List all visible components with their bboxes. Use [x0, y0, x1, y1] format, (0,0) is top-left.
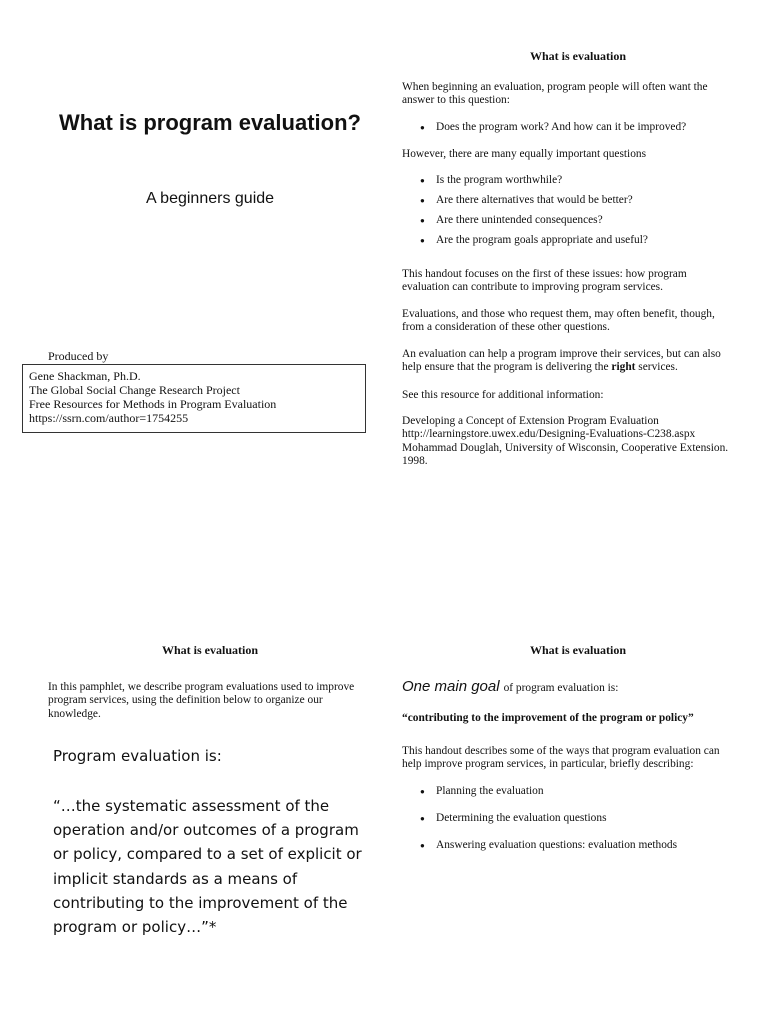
- list-item: ● Planning the evaluation: [420, 785, 750, 812]
- author-organization: The Global Social Change Research Project: [29, 383, 240, 397]
- page-subtitle: A beginners guide: [145, 190, 275, 207]
- goal-line: [402, 678, 762, 696]
- slide-main-goal: [384, 512, 768, 1024]
- slide-heading: What is evaluation: [529, 49, 626, 63]
- author-credit-box: [22, 364, 366, 433]
- intro-paragraph: When beginning an evaluation, program people will often want the answer to this question:: [402, 81, 708, 107]
- list-item: ● Answering evaluation questions: evaluation methods: [420, 839, 750, 866]
- however-paragraph: However, there are many equally important questions: [402, 148, 647, 160]
- list-item: ● Does the program work? And how can it be improved?: [420, 121, 750, 141]
- focus-paragraph: This handout focuses on the first of these issues: how program evaluation can contribute to improving program services.: [402, 268, 687, 294]
- goal-quote: “contributing to the improvement of the program or policy”: [402, 712, 694, 724]
- author-url: https://ssrn.com/author=1754255: [29, 411, 189, 425]
- list-item: ● Are the program goals appropriate and useful?: [420, 234, 750, 254]
- list-item: ● Are there alternatives that would be better?: [420, 194, 750, 214]
- goal-rest: of program evaluation is:: [503, 682, 619, 694]
- description-paragraph: This handout describes some of the ways that program evaluation can help improve program services, in particular, briefly describing:: [402, 745, 720, 771]
- see-resource-paragraph: See this resource for additional information:: [402, 389, 604, 401]
- definition-heading: Program evaluation is:: [53, 747, 222, 765]
- definition-quote: “…the systematic assessment of the operation and/or outcomes of a program or policy, compared to a set of explicit or implicit standards as a means of contributing to the improvement of the program or policy…”*: [53, 797, 362, 937]
- slide-what-is-evaluation-questions: [384, 0, 768, 512]
- goal-label: One main goal: [402, 678, 500, 695]
- slide-title: [0, 0, 384, 512]
- author-name: Gene Shackman, Ph.D.: [29, 369, 141, 383]
- evaluations-paragraph: Evaluations, and those who request them, may often benefit, though, from a consideration of these other questions.: [402, 308, 715, 334]
- intro-paragraph: In this pamphlet, we describe program evaluations used to improve program services, using the definition below to organize our knowledge.: [48, 681, 355, 720]
- list-item: ● Determining the evaluation questions: [420, 812, 750, 839]
- reference-title: Developing a Concept of Extension Program Evaluation: [402, 415, 659, 427]
- author-resource: Free Resources for Methods in Program Evaluation: [29, 397, 277, 411]
- produced-by-label: Produced by: [48, 349, 109, 363]
- help-paragraph: [402, 348, 732, 375]
- slide-heading: What is evaluation: [161, 643, 258, 657]
- help-text-end: services.: [635, 361, 678, 374]
- help-text-start: An evaluation can help a program improve their services, but can also help ensure that the program is delivering the: [402, 348, 721, 374]
- slide-heading: What is evaluation: [529, 643, 626, 657]
- slide-definition: [0, 512, 384, 1024]
- help-text-emphasis: right: [611, 361, 636, 374]
- reference-url: http://learningstore.uwex.edu/Designing-Evaluations-C238.aspx: [402, 428, 696, 441]
- list-item: ● Are there unintended consequences?: [420, 214, 750, 234]
- page-title: What is program evaluation?: [59, 110, 361, 135]
- reference-author: Mohammad Douglah, University of Wisconsin, Cooperative Extension. 1998.: [402, 441, 729, 468]
- primary-question-list: [420, 121, 750, 141]
- reference-block: [402, 415, 742, 469]
- topics-list: [420, 785, 750, 866]
- other-questions-list: [420, 174, 750, 254]
- list-item: ● Is the program worthwhile?: [420, 174, 750, 194]
